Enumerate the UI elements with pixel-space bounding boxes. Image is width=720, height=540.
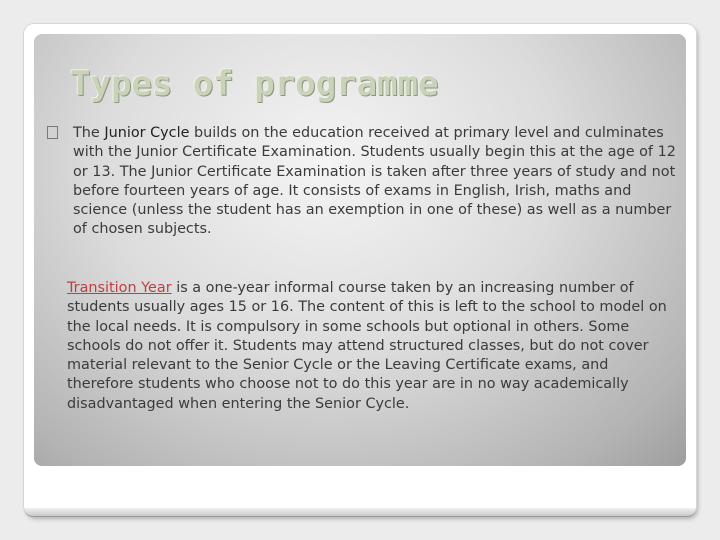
slide-bottom-rule: [24, 508, 696, 517]
paragraph-transition-year-block: [67, 279, 679, 414]
square-bullet-icon: [47, 126, 58, 139]
paragraph1-body: builds on the education received at primary level and culminates with the Junior Certificate Examination. Students usually begin this at the age of 12 or 13. The Junior Certificate Examination is taken after three years of study and not before fourteen years of age. It consists of exams in English, Irish, maths and science (unless the student has an exemption in one of these) as well as a number of chosen subjects.: [73, 125, 676, 238]
paragraph-transition-year: [67, 279, 679, 414]
slide-title: Types of programme: [70, 64, 439, 104]
paragraph-junior-cycle: [73, 124, 677, 240]
paragraph1-lead: The: [73, 125, 105, 141]
bullet-item-junior-cycle: [47, 124, 677, 240]
transition-year-link[interactable]: Transition Year: [67, 280, 172, 296]
paragraph2-body: is a one-year informal course taken by an increasing number of students usually ages 15 or 16. The content of this is left to the school to model on the local needs. It is compulsory in some schools but optional in others. Some schools do not offer it. Students may attend structured classes, but do not cover material relevant to the Senior Cycle or the Leaving Certificate exams, and therefore students who choose not to do this year are in no way academically disadvantaged when entering the Senior Cycle.: [67, 280, 667, 412]
junior-cycle-term: Junior Cycle: [104, 125, 190, 141]
